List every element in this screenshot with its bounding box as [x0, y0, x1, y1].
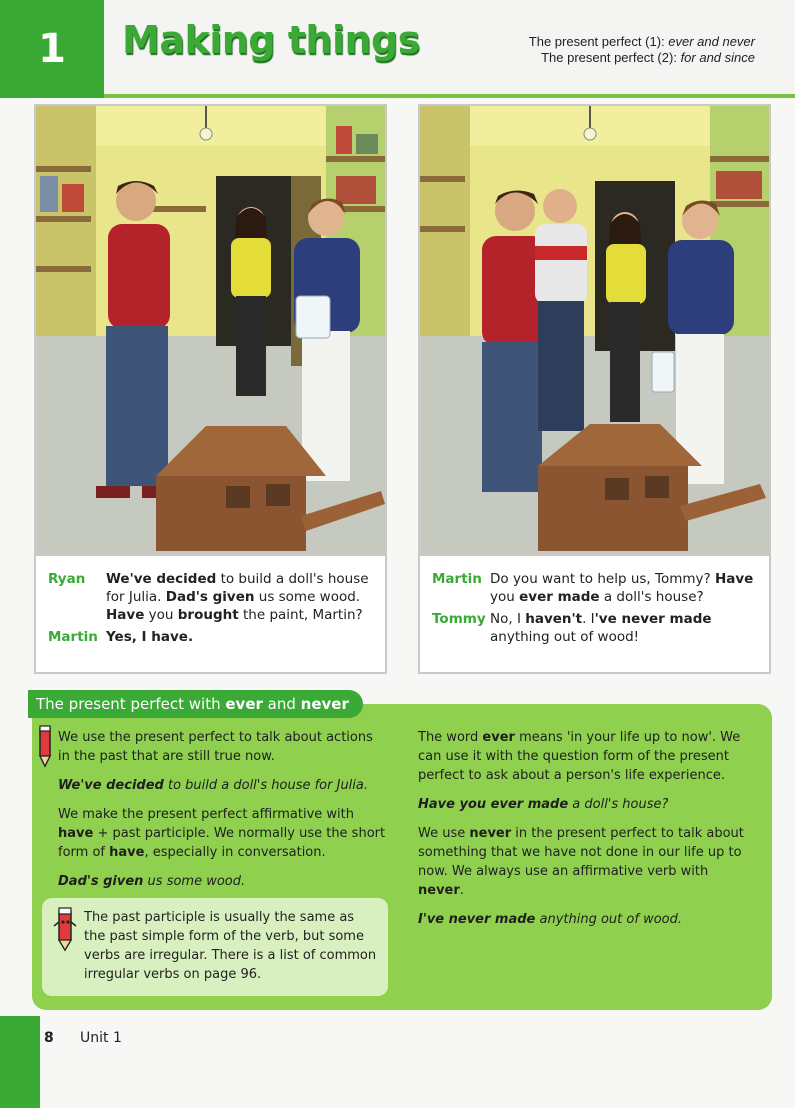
grammar-rule: We use never in the present perfect to talk about something that we have not done in our life up to now. We always use an affirmative verb with never.	[418, 826, 744, 898]
topic-1: The present perfect (1): ever and never	[528, 34, 755, 49]
pencil-icon	[34, 724, 56, 768]
grammar-note	[42, 898, 388, 996]
speech-text: We've decided to build a doll's house for Julia. Dad's given us some wood. Have you brought the paint, Martin?	[106, 571, 369, 623]
dialog-line	[48, 570, 373, 624]
pencil-character-icon	[50, 902, 80, 952]
page-number: 8	[44, 1030, 54, 1046]
comic-panel-left	[34, 104, 387, 674]
speaker-name: Martin	[432, 571, 482, 587]
grammar-column-left	[58, 728, 388, 901]
dialog-right	[432, 570, 757, 650]
grammar-column-right	[418, 728, 758, 939]
dialog-left	[48, 570, 373, 650]
grammar-section-title: The present perfect with ever and never	[28, 690, 363, 718]
grammar-example: Have you ever made a doll's house?	[418, 797, 669, 812]
garage-scene-illustration	[36, 106, 385, 556]
dialog-line	[432, 610, 757, 646]
comic-panel-right	[418, 104, 771, 674]
grammar-example: I've never made anything out of wood.	[418, 912, 682, 927]
footer-accent-bar	[0, 1016, 40, 1108]
garage-scene-illustration	[420, 106, 769, 556]
unit-title: Making things	[122, 18, 420, 62]
grammar-rule: We use the present perfect to talk about actions in the past that are still true now.	[58, 730, 373, 764]
dialog-line	[432, 570, 757, 606]
speech-text: No, I haven't. I've never made anything out of wood!	[490, 611, 712, 645]
grammar-rule: The word ever means 'in your life up to now'. We can use it with the question form of the present perfect to ask about a person's life experience.	[418, 730, 741, 783]
note-text: The past participle is usually the same as the past simple form of the verb, but some verbs are irregular. There is a list of common irregular verbs on page 96.	[84, 910, 377, 982]
page-header	[0, 0, 795, 98]
speaker-name: Ryan	[48, 571, 86, 587]
footer-unit-label: Unit 1	[80, 1030, 122, 1046]
speaker-name: Tommy	[432, 611, 486, 627]
unit-number: 1	[0, 0, 104, 98]
dialog-line	[48, 628, 373, 646]
speech-text: Yes, I have.	[106, 629, 194, 645]
topic-2: The present perfect (2): for and since	[541, 50, 755, 65]
grammar-example: Dad's given us some wood.	[58, 874, 246, 889]
grammar-example: We've decided to build a doll's house for Julia.	[58, 778, 369, 793]
grammar-rule: We make the present perfect affirmative with have + past participle. We normally use the short form of have, especially in conversation.	[58, 807, 386, 860]
unit-topics	[529, 34, 755, 66]
speaker-name: Martin	[48, 629, 98, 645]
speech-text: Do you want to help us, Tommy? Have you ever made a doll's house?	[490, 571, 754, 605]
